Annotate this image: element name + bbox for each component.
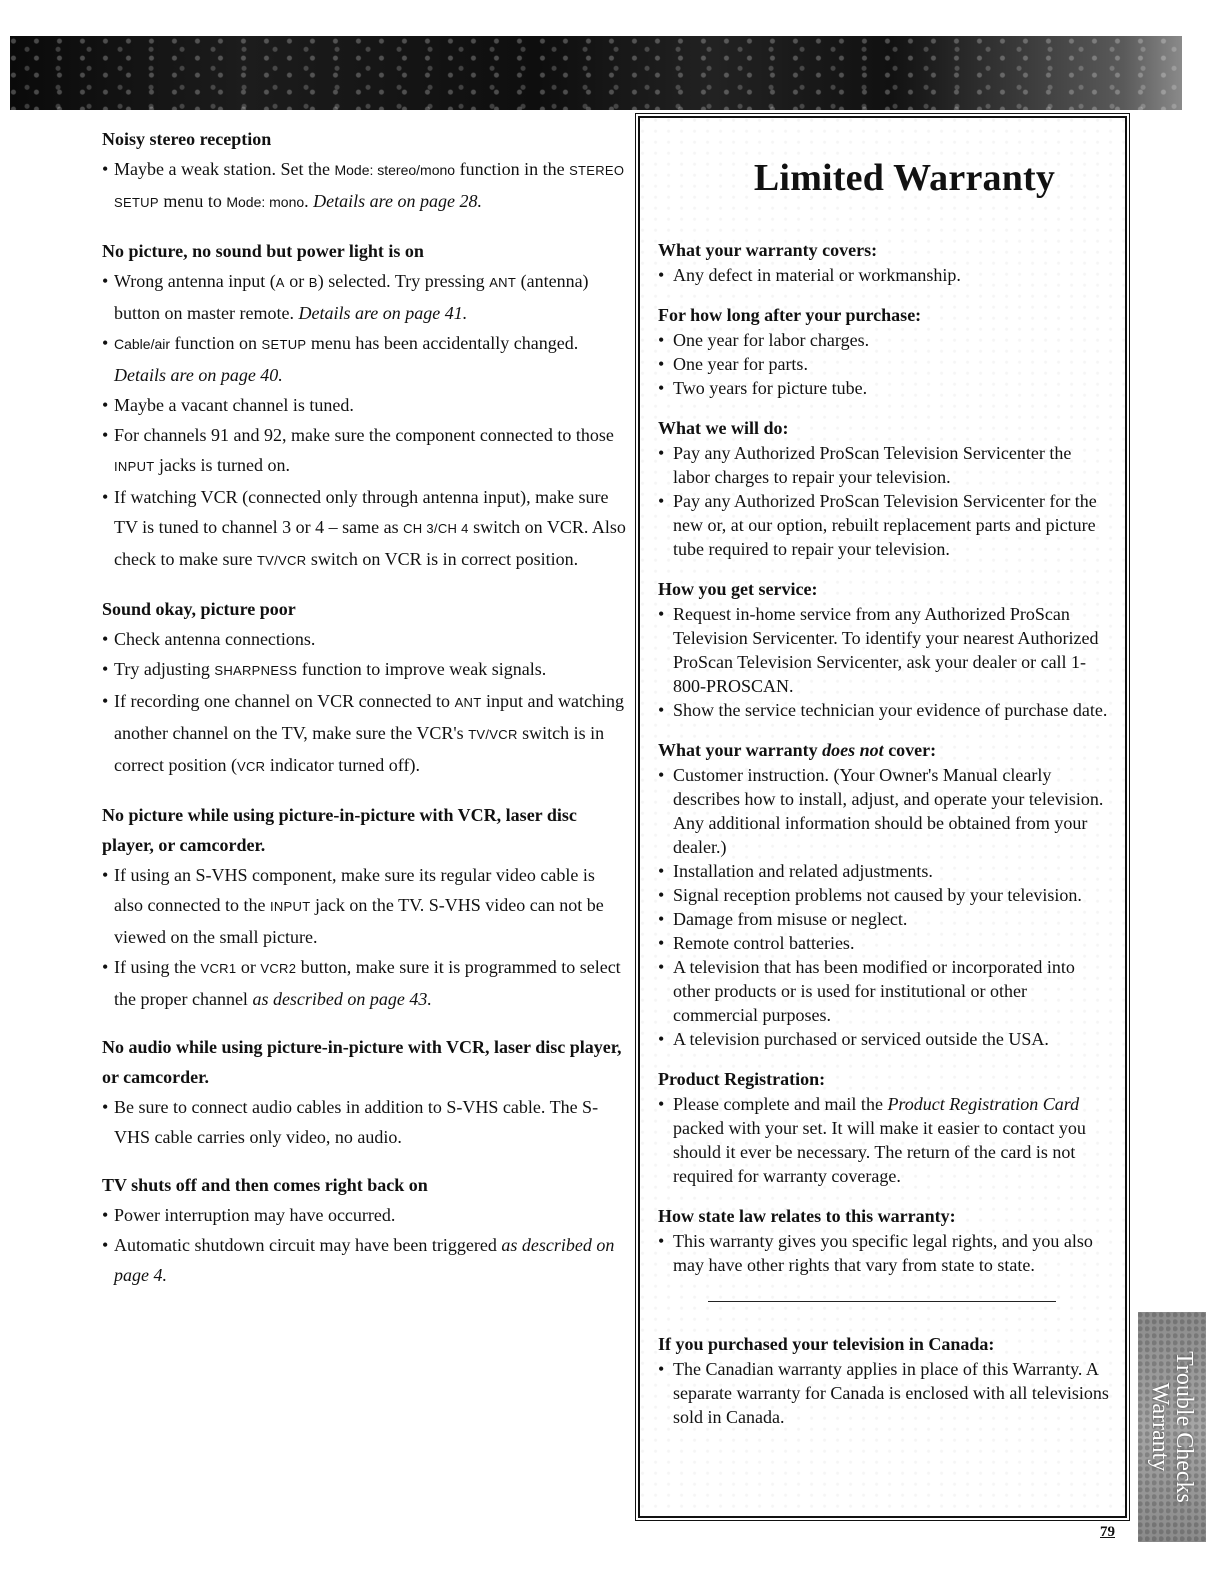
warranty-item bbox=[658, 489, 1111, 561]
trouble-item bbox=[102, 154, 627, 218]
trouble-item bbox=[102, 860, 627, 952]
trouble-section bbox=[102, 236, 627, 576]
text-run: Details are on page 41. bbox=[298, 303, 468, 323]
warranty-heading bbox=[658, 738, 1111, 762]
text-run: If using an S-VHS component, make sure its regular video cable is also connected to the bbox=[114, 865, 595, 915]
warranty-section bbox=[658, 1204, 1111, 1277]
divider bbox=[708, 1301, 1056, 1302]
trouble-section bbox=[102, 800, 627, 1014]
text-run: Installation and related adjustments. bbox=[673, 861, 933, 881]
text-run: STEREO SETUP bbox=[114, 163, 625, 210]
trouble-item bbox=[102, 654, 627, 686]
warranty-section bbox=[658, 738, 1111, 1051]
warranty-item bbox=[658, 955, 1111, 1027]
text-run: (antenna) button on master remote. bbox=[114, 271, 589, 323]
text-run: switch on VCR is in correct position. bbox=[306, 549, 579, 569]
text-run: What your warranty covers: bbox=[658, 240, 878, 260]
text-run: switch is in correct position ( bbox=[114, 723, 605, 775]
limited-warranty-box bbox=[638, 116, 1127, 1518]
text-run: For channels 91 and 92, make sure the component connected to those bbox=[114, 425, 614, 445]
text-run: Mode: mono bbox=[226, 194, 305, 210]
text-run: Signal reception problems not caused by your television. bbox=[673, 885, 1082, 905]
warranty-heading bbox=[658, 303, 1111, 327]
text-run: Damage from misuse or neglect. bbox=[673, 909, 908, 929]
text-run: Check antenna connections. bbox=[114, 629, 316, 649]
trouble-heading: Sound okay, picture poor bbox=[102, 599, 296, 619]
warranty-section bbox=[658, 416, 1111, 561]
text-run: CH 3/CH 4 bbox=[403, 521, 469, 536]
text-run: Two years for picture tube. bbox=[673, 378, 868, 398]
warranty-heading bbox=[658, 416, 1111, 440]
text-run: How you get service: bbox=[658, 579, 818, 599]
text-run: or bbox=[236, 957, 261, 977]
text-run: How state law relates to this warranty: bbox=[658, 1206, 956, 1226]
warranty-section bbox=[658, 1067, 1111, 1188]
text-run: Details are on page 28. bbox=[313, 191, 482, 211]
tab-label-trouble-checks: Trouble Checks bbox=[1171, 1351, 1197, 1503]
warranty-item bbox=[658, 1092, 1111, 1188]
tab-label-warranty: Warranty bbox=[1147, 1382, 1173, 1472]
text-run: The Canadian warranty applies in place of this Warranty. A separate warranty for Canada is enclosed with all televisions sold in Canada. bbox=[673, 1359, 1109, 1427]
text-run: button, make sure it is programmed to select the proper channel bbox=[114, 957, 621, 1009]
text-run: Please complete and mail the bbox=[673, 1094, 888, 1114]
warranty-item bbox=[658, 441, 1111, 489]
trouble-section bbox=[102, 1170, 627, 1290]
text-run: Any defect in material or workmanship. bbox=[673, 265, 961, 285]
text-run: TV/VCR bbox=[256, 553, 307, 568]
text-run: packed with your set. It will make it easier to contact you should it ever be necessary. The return of the card is not required for warranty coverage. bbox=[673, 1118, 1086, 1186]
warranty-title: Limited Warranty bbox=[753, 157, 1056, 199]
text-run: SHARPNESS bbox=[214, 663, 298, 678]
trouble-item bbox=[102, 1230, 627, 1290]
text-run: INPUT bbox=[114, 459, 155, 474]
text-run: SETUP bbox=[261, 337, 307, 352]
text-run: If using the bbox=[114, 957, 201, 977]
text-run: Wrong antenna input ( bbox=[114, 271, 276, 291]
text-run: What your warranty bbox=[658, 740, 823, 760]
text-run: Automatic shutdown circuit may have been triggered bbox=[114, 1235, 502, 1255]
warranty-item bbox=[658, 263, 1111, 287]
warranty-item bbox=[658, 328, 1111, 352]
warranty-heading bbox=[658, 1204, 1111, 1228]
trouble-heading: No picture, no sound but power light is on bbox=[102, 241, 424, 261]
text-run: Be sure to connect audio cables in addition to S-VHS cable. The S-VHS cable carries only video, no audio. bbox=[114, 1097, 599, 1147]
text-run: jack on the TV. S-VHS video can not be viewed on the small picture. bbox=[114, 895, 604, 947]
trouble-heading: Noisy stereo reception bbox=[102, 129, 272, 149]
warranty-item bbox=[658, 698, 1111, 722]
trouble-heading: No picture while using picture-in-picture with VCR, laser disc player, or camcorder. bbox=[102, 805, 577, 855]
text-run: B bbox=[308, 275, 318, 290]
text-run: If recording one channel on VCR connected to bbox=[114, 691, 455, 711]
header-banner bbox=[10, 36, 1182, 110]
warranty-item bbox=[658, 931, 1111, 955]
text-run: Pay any Authorized ProScan Television Servicenter for the new or, at our option, rebuilt replacement parts and picture tube required to repair your television. bbox=[673, 491, 1097, 559]
text-run: A television that has been modified or incorporated into other products or is used for institutional or other commercial purposes. bbox=[673, 957, 1075, 1025]
warranty-item bbox=[658, 907, 1111, 931]
text-run: Request in-home service from any Authorized ProScan Television Servicenter. To identify your nearest Authorized ProScan Television Servicenter, ask your dealer or call 1-800-PROSCAN. bbox=[673, 604, 1099, 696]
trouble-item bbox=[102, 266, 627, 328]
warranty-heading bbox=[658, 1332, 1111, 1356]
trouble-heading: No audio while using picture-in-picture with VCR, laser disc player, or camcorder. bbox=[102, 1037, 622, 1087]
text-run: Maybe a weak station. Set the bbox=[114, 159, 335, 179]
text-run: ANT bbox=[489, 275, 517, 290]
text-run: Try adjusting bbox=[114, 659, 215, 679]
text-run: does not bbox=[822, 740, 884, 760]
trouble-item bbox=[102, 1200, 627, 1230]
warranty-item bbox=[658, 883, 1111, 907]
text-run: VCR1 bbox=[200, 961, 237, 976]
warranty-item bbox=[658, 376, 1111, 400]
text-run: Remote control batteries. bbox=[673, 933, 855, 953]
trouble-item bbox=[102, 328, 627, 390]
text-run: menu to bbox=[158, 191, 227, 211]
text-run: A bbox=[275, 275, 285, 290]
troubleshooting-column bbox=[102, 124, 627, 1308]
warranty-item bbox=[658, 763, 1111, 859]
text-run: Cable/air bbox=[114, 336, 171, 352]
text-run: function to improve weak signals. bbox=[297, 659, 547, 679]
text-run: A television purchased or serviced outside the USA. bbox=[673, 1029, 1049, 1049]
text-run: indicator turned off). bbox=[265, 755, 420, 775]
warranty-section bbox=[658, 1332, 1111, 1429]
warranty-item bbox=[658, 859, 1111, 883]
text-run: For how long after your purchase: bbox=[658, 305, 922, 325]
warranty-item bbox=[658, 1357, 1111, 1429]
warranty-heading bbox=[658, 577, 1111, 601]
text-run: INPUT bbox=[269, 899, 311, 914]
page-number: 79 bbox=[1100, 1524, 1115, 1540]
trouble-section bbox=[102, 124, 627, 218]
text-run: function in the bbox=[455, 159, 570, 179]
warranty-item bbox=[658, 352, 1111, 376]
section-tab-text bbox=[1148, 1351, 1196, 1503]
text-run: Details are on page 40. bbox=[114, 365, 283, 385]
text-run: . bbox=[304, 191, 314, 211]
warranty-section bbox=[658, 577, 1111, 722]
trouble-heading: TV shuts off and then comes right back on bbox=[102, 1175, 428, 1195]
text-run: One year for parts. bbox=[673, 354, 808, 374]
warranty-sections bbox=[658, 238, 1111, 1277]
text-run: function on bbox=[170, 333, 262, 353]
warranty-heading bbox=[658, 1067, 1111, 1091]
trouble-item bbox=[102, 952, 627, 1014]
text-run: jacks is turned on. bbox=[154, 455, 290, 475]
text-run: What we will do: bbox=[658, 418, 789, 438]
text-run: Product Registration: bbox=[658, 1069, 826, 1089]
warranty-item bbox=[658, 1229, 1111, 1277]
trouble-item bbox=[102, 420, 627, 482]
text-run: VCR bbox=[236, 759, 266, 774]
text-run: Power interruption may have occurred. bbox=[114, 1205, 396, 1225]
text-run: If you purchased your television in Canada: bbox=[658, 1334, 995, 1354]
text-run: input and watching another channel on the TV, make sure the VCR's bbox=[114, 691, 624, 743]
trouble-item bbox=[102, 686, 627, 782]
text-run: If watching VCR (connected only through antenna input), make sure TV is tuned to channel 3 or 4 – same as bbox=[114, 487, 609, 537]
text-run: cover: bbox=[883, 740, 937, 760]
text-run: One year for labor charges. bbox=[673, 330, 870, 350]
text-run: TV/VCR bbox=[468, 727, 518, 742]
warranty-item bbox=[658, 602, 1111, 698]
warranty-item bbox=[658, 1027, 1111, 1051]
text-run: Maybe a vacant channel is tuned. bbox=[114, 395, 354, 415]
text-run: as described on page 43. bbox=[252, 989, 432, 1009]
trouble-item bbox=[102, 390, 627, 420]
warranty-section bbox=[658, 238, 1111, 287]
text-run: Mode: stereo/mono bbox=[334, 162, 456, 178]
text-run: as described on page 4. bbox=[114, 1235, 615, 1285]
warranty-heading bbox=[658, 238, 1111, 262]
text-run: Product Registration Card bbox=[887, 1094, 1080, 1114]
text-run: or bbox=[284, 271, 309, 291]
text-run: menu has been accidentally changed. bbox=[306, 333, 579, 353]
text-run: ANT bbox=[454, 695, 482, 710]
text-run: Pay any Authorized ProScan Television Servicenter the labor charges to repair your television. bbox=[673, 443, 1072, 487]
trouble-item bbox=[102, 624, 627, 654]
text-run: Customer instruction. (Your Owner's Manual clearly describes how to install, adjust, and operate your television. Any additional information should be obtained from your dealer.) bbox=[673, 765, 1104, 857]
text-run: VCR2 bbox=[260, 961, 297, 976]
trouble-section bbox=[102, 1032, 627, 1152]
text-run: Show the service technician your evidence of purchase date. bbox=[673, 700, 1108, 720]
text-run: ) selected. Try pressing bbox=[317, 271, 490, 291]
trouble-section bbox=[102, 594, 627, 782]
text-run: switch on VCR. Also check to make sure bbox=[114, 517, 626, 569]
section-tab bbox=[1138, 1312, 1206, 1542]
text-run: This warranty gives you specific legal rights, and you also may have other rights that vary from state to state. bbox=[673, 1231, 1093, 1275]
warranty-section bbox=[658, 303, 1111, 400]
trouble-item bbox=[102, 1092, 627, 1152]
canada-section bbox=[658, 1332, 1111, 1429]
trouble-item bbox=[102, 482, 627, 576]
